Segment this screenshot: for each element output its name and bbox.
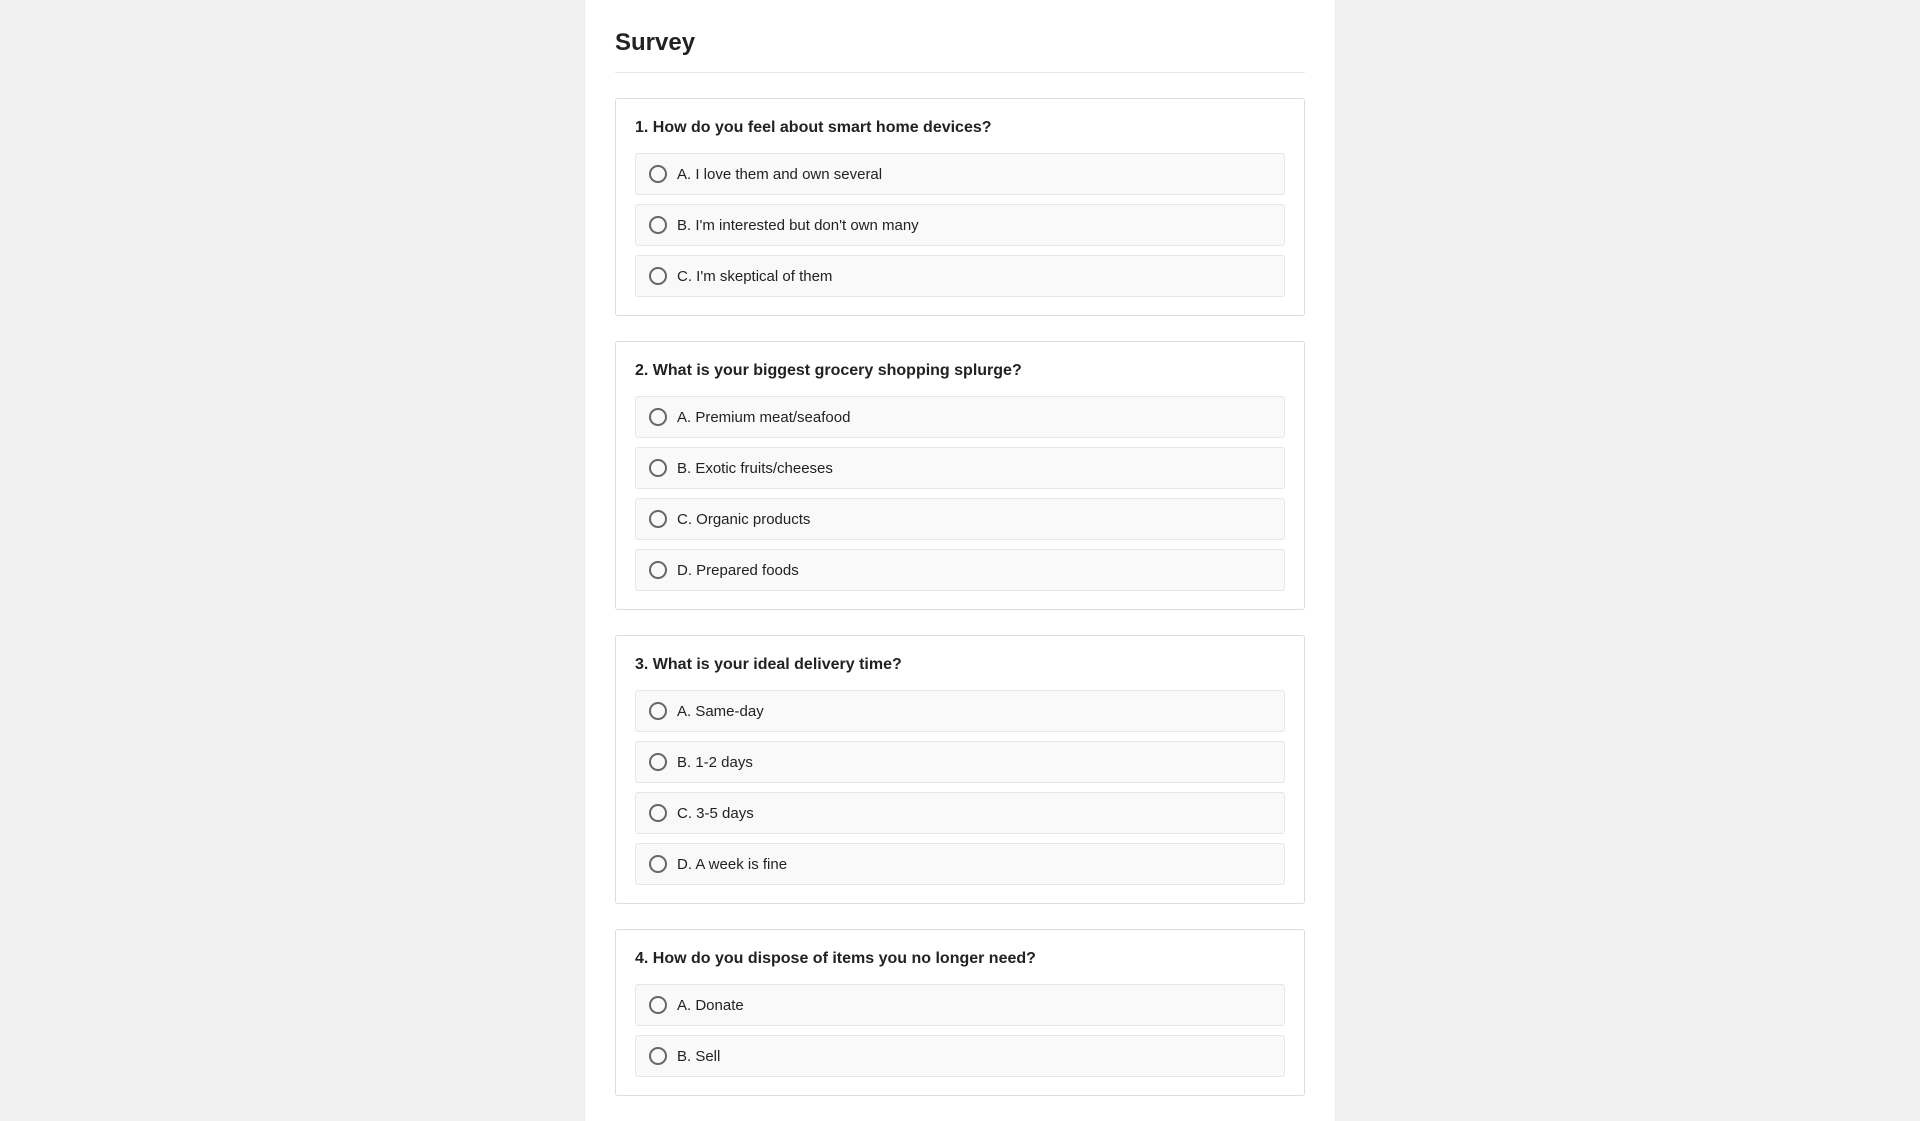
option-3-b[interactable] xyxy=(635,741,1285,783)
radio-button-icon[interactable] xyxy=(649,216,667,234)
option-label: B. I'm interested but don't own many xyxy=(677,216,919,234)
radio-button-icon[interactable] xyxy=(649,753,667,771)
question-card-1 xyxy=(615,98,1305,316)
radio-button-icon[interactable] xyxy=(649,804,667,822)
radio-button-icon[interactable] xyxy=(649,165,667,183)
question-card-2 xyxy=(615,341,1305,610)
option-1-a[interactable] xyxy=(635,153,1285,195)
option-1-b[interactable] xyxy=(635,204,1285,246)
option-3-d[interactable] xyxy=(635,843,1285,885)
option-3-c[interactable] xyxy=(635,792,1285,834)
option-4-b[interactable] xyxy=(635,1035,1285,1077)
divider xyxy=(615,72,1305,73)
radio-button-icon[interactable] xyxy=(649,996,667,1014)
option-label: A. Donate xyxy=(677,996,744,1014)
question-text: 1. How do you feel about smart home devices? xyxy=(635,119,992,136)
radio-button-icon[interactable] xyxy=(649,459,667,477)
survey-container xyxy=(585,0,1335,1121)
option-label: C. I'm skeptical of them xyxy=(677,267,833,285)
option-label: C. Organic products xyxy=(677,510,811,528)
option-label: D. A week is fine xyxy=(677,855,788,873)
option-label: B. Sell xyxy=(677,1047,721,1065)
option-label: C. 3-5 days xyxy=(677,804,754,822)
option-4-a[interactable] xyxy=(635,984,1285,1026)
radio-button-icon[interactable] xyxy=(649,510,667,528)
option-2-d[interactable] xyxy=(635,549,1285,591)
page-title: Survey xyxy=(615,29,696,56)
option-1-c[interactable] xyxy=(635,255,1285,297)
option-label: B. Exotic fruits/cheeses xyxy=(677,459,833,477)
radio-button-icon[interactable] xyxy=(649,267,667,285)
radio-button-icon[interactable] xyxy=(649,561,667,579)
option-2-a[interactable] xyxy=(635,396,1285,438)
option-label: A. I love them and own several xyxy=(677,165,883,183)
question-text: 2. What is your biggest grocery shopping splurge? xyxy=(635,362,1022,379)
option-label: A. Premium meat/seafood xyxy=(677,408,851,426)
option-2-b[interactable] xyxy=(635,447,1285,489)
question-text: 4. How do you dispose of items you no longer need? xyxy=(635,950,1036,967)
radio-button-icon[interactable] xyxy=(649,1047,667,1065)
option-label: A. Same-day xyxy=(677,702,764,720)
option-3-a[interactable] xyxy=(635,690,1285,732)
option-label: B. 1-2 days xyxy=(677,753,753,771)
radio-button-icon[interactable] xyxy=(649,855,667,873)
option-label: D. Prepared foods xyxy=(677,561,799,579)
question-card-3 xyxy=(615,635,1305,904)
option-2-c[interactable] xyxy=(635,498,1285,540)
question-card-4 xyxy=(615,929,1305,1096)
radio-button-icon[interactable] xyxy=(649,408,667,426)
radio-button-icon[interactable] xyxy=(649,702,667,720)
question-text: 3. What is your ideal delivery time? xyxy=(635,656,902,673)
question-list xyxy=(615,98,1305,1096)
